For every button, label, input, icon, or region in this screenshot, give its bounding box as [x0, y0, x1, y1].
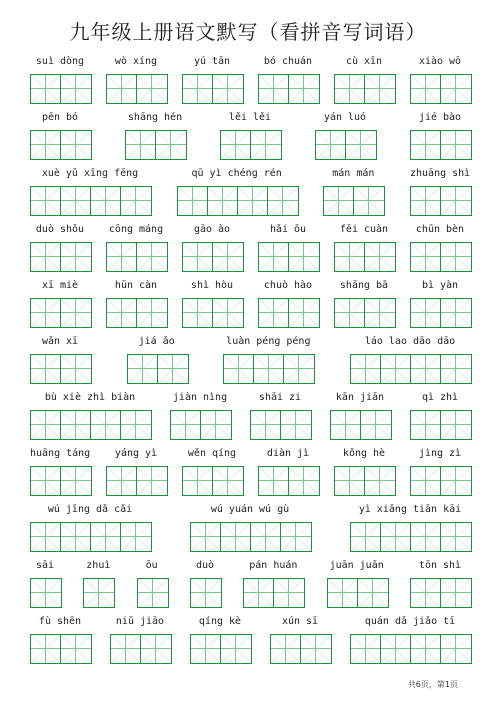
answer-grid[interactable]	[30, 522, 152, 552]
answer-grid[interactable]	[106, 242, 168, 272]
tianzige-cell[interactable]	[137, 243, 167, 271]
tianzige-cell[interactable]	[289, 467, 319, 495]
tianzige-cell[interactable]	[268, 187, 298, 215]
grid-row	[30, 130, 470, 164]
tianzige-cell[interactable]	[31, 579, 61, 607]
tianzige-cell[interactable]	[441, 411, 471, 439]
answer-grid[interactable]	[315, 130, 377, 160]
tianzige-cell[interactable]	[107, 299, 137, 327]
tianzige-cell[interactable]	[31, 523, 61, 551]
word-pinyin: yì xiǎng tiān kāi	[358, 504, 462, 515]
answer-grid[interactable]	[334, 74, 396, 104]
tianzige-cell[interactable]	[289, 299, 319, 327]
tianzige-cell[interactable]	[365, 243, 395, 271]
answer-grid[interactable]	[410, 466, 472, 496]
answer-grid[interactable]	[190, 578, 222, 608]
answer-grid[interactable]	[83, 578, 115, 608]
word-pinyin: jìng zì	[418, 448, 462, 459]
tianzige-cell[interactable]	[381, 355, 411, 383]
grid-row	[30, 186, 470, 220]
answer-grid[interactable]	[350, 634, 472, 664]
tianzige-cell[interactable]	[138, 579, 168, 607]
tianzige-cell[interactable]	[411, 467, 441, 495]
answer-grid[interactable]	[30, 298, 92, 328]
tianzige-cell[interactable]	[224, 355, 254, 383]
word-pinyin: wú yuán wú gù	[210, 504, 290, 515]
word-pinyin: duò	[195, 560, 215, 571]
answer-grid[interactable]	[258, 466, 320, 496]
answer-grid[interactable]	[258, 242, 320, 272]
tianzige-cell[interactable]	[121, 523, 151, 551]
tianzige-cell[interactable]	[121, 187, 151, 215]
word-pinyin: xiào wō	[418, 56, 462, 67]
answer-grid[interactable]	[323, 186, 385, 216]
word-pinyin: bì yàn	[421, 280, 459, 291]
tianzige-cell[interactable]	[281, 523, 311, 551]
tianzige-cell[interactable]	[381, 635, 411, 663]
tianzige-cell[interactable]	[111, 635, 141, 663]
pinyin-row	[30, 332, 470, 354]
tianzige-cell[interactable]	[328, 579, 358, 607]
tianzige-cell[interactable]	[441, 523, 471, 551]
tianzige-cell[interactable]	[171, 411, 201, 439]
tianzige-cell[interactable]	[61, 75, 91, 103]
pinyin-row	[30, 500, 470, 522]
tianzige-cell[interactable]	[441, 355, 471, 383]
word-pinyin: xuè yǔ xīng fēng	[41, 168, 139, 179]
tianzige-cell[interactable]	[441, 579, 471, 607]
tianzige-cell[interactable]	[191, 635, 221, 663]
answer-grid[interactable]	[182, 242, 244, 272]
tianzige-cell[interactable]	[107, 243, 137, 271]
answer-grid[interactable]	[410, 186, 472, 216]
tianzige-cell[interactable]	[281, 411, 311, 439]
answer-grid[interactable]	[30, 130, 92, 160]
tianzige-cell[interactable]	[441, 243, 471, 271]
tianzige-cell[interactable]	[335, 75, 365, 103]
tianzige-cell[interactable]	[274, 579, 304, 607]
tianzige-cell[interactable]	[316, 131, 346, 159]
pinyin-row	[30, 612, 470, 634]
tianzige-cell[interactable]	[411, 523, 441, 551]
tianzige-cell[interactable]	[191, 523, 221, 551]
grid-row	[30, 298, 470, 332]
tianzige-cell[interactable]	[411, 635, 441, 663]
grid-row	[30, 74, 470, 108]
pinyin-row	[30, 220, 470, 242]
tianzige-cell[interactable]	[137, 75, 167, 103]
word-pinyin: quán dǎ jiǎo tī	[364, 616, 456, 627]
tianzige-cell[interactable]	[289, 243, 319, 271]
tianzige-cell[interactable]	[156, 131, 186, 159]
tianzige-cell[interactable]	[61, 355, 91, 383]
tianzige-cell[interactable]	[335, 299, 365, 327]
answer-grid[interactable]	[190, 634, 252, 664]
answer-grid[interactable]	[177, 186, 299, 216]
page-footer: 共6页，第1页	[407, 680, 458, 689]
answer-grid[interactable]	[258, 298, 320, 328]
grid-row	[30, 410, 470, 444]
tianzige-cell[interactable]	[31, 635, 61, 663]
word-pinyin: yán luó	[323, 112, 367, 123]
answer-grid[interactable]	[106, 466, 168, 496]
word-pinyin: hǎi ōu	[269, 224, 307, 235]
answer-grid[interactable]	[334, 242, 396, 272]
tianzige-cell[interactable]	[61, 299, 91, 327]
tianzige-cell[interactable]	[351, 635, 381, 663]
word-pinyin: qū yì chéng rén	[191, 168, 282, 179]
word-pinyin: wǎn xī	[41, 336, 79, 347]
answer-grid[interactable]	[334, 466, 396, 496]
word-pinyin: wò xíng	[114, 56, 158, 67]
tianzige-cell[interactable]	[61, 523, 91, 551]
tianzige-cell[interactable]	[178, 187, 208, 215]
word-pinyin: jiàn nìng	[172, 392, 228, 403]
tianzige-cell[interactable]	[411, 75, 441, 103]
tianzige-cell[interactable]	[213, 75, 243, 103]
word-pinyin: qì zhì	[421, 392, 459, 403]
word-pinyin: luàn péng péng	[226, 336, 311, 347]
tianzige-cell[interactable]	[411, 579, 441, 607]
tianzige-cell[interactable]	[335, 467, 365, 495]
tianzige-cell[interactable]	[365, 75, 395, 103]
tianzige-cell[interactable]	[411, 355, 441, 383]
word-pinyin: chūn bèn	[415, 224, 465, 235]
answer-grid[interactable]	[410, 74, 472, 104]
answer-grid[interactable]	[250, 410, 312, 440]
tianzige-cell[interactable]	[411, 131, 441, 159]
answer-grid[interactable]	[350, 354, 472, 384]
pinyin-row	[30, 52, 470, 74]
word-pinyin: jiá ǎo	[138, 336, 175, 347]
tianzige-cell[interactable]	[201, 411, 231, 439]
answer-grid[interactable]	[106, 298, 168, 328]
tianzige-cell[interactable]	[346, 131, 376, 159]
word-pinyin: bó chuán	[263, 56, 313, 67]
answer-grid[interactable]	[410, 298, 472, 328]
pinyin-row	[30, 276, 470, 298]
word-pinyin: pēn bó	[41, 112, 79, 123]
answer-grid[interactable]	[30, 242, 92, 272]
tianzige-cell[interactable]	[137, 299, 167, 327]
tianzige-cell[interactable]	[441, 299, 471, 327]
tianzige-cell[interactable]	[301, 635, 331, 663]
tianzige-cell[interactable]	[31, 411, 61, 439]
tianzige-cell[interactable]	[259, 75, 289, 103]
word-pinyin: shāi zi	[258, 392, 302, 403]
tianzige-cell[interactable]	[91, 187, 121, 215]
answer-grid[interactable]	[137, 578, 169, 608]
grid-row	[30, 354, 470, 388]
answer-grid[interactable]	[106, 74, 168, 104]
word-pinyin: tōn shì	[418, 560, 462, 571]
word-pinyin: shì hòu	[190, 280, 234, 291]
tianzige-cell[interactable]	[221, 523, 251, 551]
word-pinyin: xún sī	[281, 616, 319, 627]
word-pinyin: cù xīn	[345, 56, 383, 67]
tianzige-cell[interactable]	[213, 243, 243, 271]
grid-row	[30, 634, 470, 668]
tianzige-cell[interactable]	[289, 75, 319, 103]
tianzige-cell[interactable]	[31, 355, 61, 383]
word-pinyin: kǒng hè	[342, 448, 386, 459]
tianzige-cell[interactable]	[251, 523, 281, 551]
answer-grid[interactable]	[30, 578, 62, 608]
tianzige-cell[interactable]	[441, 187, 471, 215]
tianzige-cell[interactable]	[441, 75, 471, 103]
word-pinyin: fù shēn	[38, 616, 82, 627]
word-pinyin: sāi	[35, 560, 55, 571]
tianzige-cell[interactable]	[284, 355, 314, 383]
word-pinyin: duò shǒu	[35, 224, 85, 235]
tianzige-cell[interactable]	[208, 187, 238, 215]
tianzige-cell[interactable]	[381, 523, 411, 551]
tianzige-cell[interactable]	[354, 187, 384, 215]
tianzige-cell[interactable]	[365, 299, 395, 327]
tianzige-cell[interactable]	[251, 411, 281, 439]
tianzige-cell[interactable]	[107, 467, 137, 495]
word-pinyin: diàn jì	[266, 448, 310, 459]
tianzige-cell[interactable]	[221, 635, 251, 663]
tianzige-cell[interactable]	[84, 579, 114, 607]
word-pinyin: yáng yì	[114, 448, 158, 459]
tianzige-cell[interactable]	[351, 523, 381, 551]
word-pinyin: kān jiān	[335, 392, 385, 403]
tianzige-cell[interactable]	[183, 75, 213, 103]
tianzige-cell[interactable]	[259, 299, 289, 327]
answer-grid[interactable]	[30, 186, 152, 216]
word-pinyin: huāng táng	[30, 448, 90, 459]
answer-grid[interactable]	[182, 298, 244, 328]
word-pinyin: lěi lěi	[228, 112, 272, 123]
answer-grid[interactable]	[410, 410, 472, 440]
tianzige-cell[interactable]	[107, 75, 137, 103]
grid-row	[30, 242, 470, 276]
tianzige-cell[interactable]	[441, 467, 471, 495]
tianzige-cell[interactable]	[137, 467, 167, 495]
word-pinyin: bù xiè zhì biàn	[44, 392, 136, 403]
tianzige-cell[interactable]	[31, 467, 61, 495]
tianzige-cell[interactable]	[351, 355, 381, 383]
pinyin-row	[30, 444, 470, 466]
word-pinyin: niǔ jiāo	[115, 616, 165, 627]
tianzige-cell[interactable]	[31, 187, 61, 215]
grid-row	[30, 578, 470, 612]
tianzige-cell[interactable]	[91, 523, 121, 551]
tianzige-cell[interactable]	[324, 187, 354, 215]
tianzige-cell[interactable]	[361, 411, 391, 439]
word-pinyin: qíng kè	[198, 616, 242, 627]
tianzige-cell[interactable]	[254, 355, 284, 383]
word-pinyin: pán huán	[249, 560, 298, 571]
tianzige-cell[interactable]	[61, 243, 91, 271]
tianzige-cell[interactable]	[31, 75, 61, 103]
tianzige-cell[interactable]	[61, 467, 91, 495]
page-title: 九年级上册语文默写（看拼音写词语）	[69, 20, 427, 44]
word-pinyin: chuò hào	[263, 280, 313, 291]
tianzige-cell[interactable]	[158, 355, 188, 383]
answer-grid[interactable]	[334, 298, 396, 328]
word-pinyin: cōng máng	[108, 224, 164, 235]
word-pinyin: fēi cuàn	[339, 224, 389, 235]
word-pinyin: wěn qíng	[187, 448, 237, 459]
tianzige-cell[interactable]	[271, 635, 301, 663]
answer-grid[interactable]	[30, 74, 92, 104]
tianzige-cell[interactable]	[213, 467, 243, 495]
tianzige-cell[interactable]	[31, 131, 61, 159]
answer-grid[interactable]	[243, 578, 305, 608]
tianzige-cell[interactable]	[411, 299, 441, 327]
word-pinyin: shāng hén	[127, 112, 183, 123]
word-pinyin: jié bào	[418, 112, 462, 123]
tianzige-cell[interactable]	[61, 635, 91, 663]
answer-grid[interactable]	[410, 578, 472, 608]
tianzige-cell[interactable]	[61, 411, 91, 439]
answer-grid[interactable]	[125, 130, 187, 160]
answer-grid[interactable]	[330, 410, 392, 440]
answer-grid[interactable]	[270, 634, 332, 664]
answer-grid[interactable]	[30, 466, 92, 496]
tianzige-cell[interactable]	[365, 467, 395, 495]
word-pinyin: juān juān	[329, 560, 384, 571]
tianzige-cell[interactable]	[331, 411, 361, 439]
word-pinyin: shāng bā	[339, 280, 389, 291]
word-pinyin: hūn càn	[114, 280, 158, 291]
tianzige-cell[interactable]	[213, 299, 243, 327]
tianzige-cell[interactable]	[441, 131, 471, 159]
tianzige-cell[interactable]	[335, 243, 365, 271]
tianzige-cell[interactable]	[358, 579, 388, 607]
answer-grid[interactable]	[220, 130, 282, 160]
answer-grid[interactable]	[410, 130, 472, 160]
tianzige-cell[interactable]	[238, 187, 268, 215]
word-pinyin: wú jīng dǎ cǎi	[47, 504, 133, 515]
answer-grid[interactable]	[190, 522, 312, 552]
grid-row	[30, 466, 470, 500]
pinyin-row	[30, 164, 470, 186]
tianzige-cell[interactable]	[91, 411, 121, 439]
tianzige-cell[interactable]	[221, 131, 251, 159]
tianzige-cell[interactable]	[61, 131, 91, 159]
word-pinyin: suì dòng	[35, 56, 85, 67]
tianzige-cell[interactable]	[61, 187, 91, 215]
worksheet-body	[30, 52, 470, 668]
tianzige-cell[interactable]	[128, 355, 158, 383]
tianzige-cell[interactable]	[183, 299, 213, 327]
answer-grid[interactable]	[127, 354, 189, 384]
pinyin-row	[30, 556, 470, 578]
tianzige-cell[interactable]	[251, 131, 281, 159]
tianzige-cell[interactable]	[141, 635, 171, 663]
pinyin-row	[30, 108, 470, 130]
answer-grid[interactable]	[350, 522, 472, 552]
answer-grid[interactable]	[30, 410, 152, 440]
answer-grid[interactable]	[30, 354, 92, 384]
pinyin-row	[30, 388, 470, 410]
word-pinyin: ōu	[145, 560, 158, 571]
word-pinyin: láo lao dāo dāo	[364, 336, 456, 347]
tianzige-cell[interactable]	[191, 579, 221, 607]
word-pinyin: gāo ào	[193, 224, 231, 235]
word-pinyin: zhuì	[86, 560, 111, 571]
answer-grid[interactable]	[182, 466, 244, 496]
word-pinyin: mán mán	[332, 168, 375, 179]
word-pinyin: xī miè	[41, 280, 79, 291]
tianzige-cell[interactable]	[259, 243, 289, 271]
tianzige-cell[interactable]	[121, 411, 151, 439]
word-pinyin: zhuāng shì	[410, 168, 470, 179]
tianzige-cell[interactable]	[441, 635, 471, 663]
tianzige-cell[interactable]	[244, 579, 274, 607]
word-pinyin: yú tān	[193, 56, 231, 67]
answer-grid[interactable]	[182, 74, 244, 104]
tianzige-cell[interactable]	[411, 243, 441, 271]
answer-grid[interactable]	[410, 242, 472, 272]
answer-grid[interactable]	[170, 410, 232, 440]
answer-grid[interactable]	[110, 634, 172, 664]
tianzige-cell[interactable]	[31, 243, 61, 271]
tianzige-cell[interactable]	[411, 411, 441, 439]
answer-grid[interactable]	[258, 74, 320, 104]
answer-grid[interactable]	[327, 578, 389, 608]
grid-row	[30, 522, 470, 556]
answer-grid[interactable]	[223, 354, 315, 384]
tianzige-cell[interactable]	[411, 187, 441, 215]
tianzige-cell[interactable]	[31, 299, 61, 327]
answer-grid[interactable]	[30, 634, 92, 664]
tianzige-cell[interactable]	[183, 467, 213, 495]
tianzige-cell[interactable]	[126, 131, 156, 159]
tianzige-cell[interactable]	[259, 467, 289, 495]
tianzige-cell[interactable]	[183, 243, 213, 271]
